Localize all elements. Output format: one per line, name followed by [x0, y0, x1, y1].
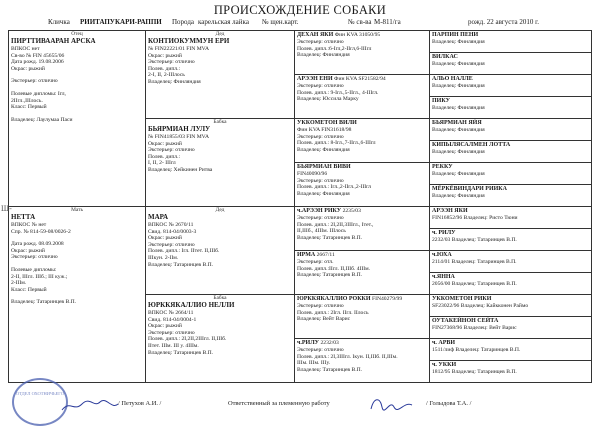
mother-name: НЕТТА — [11, 213, 36, 222]
text-line: Полев. дипл.: 2I,2II,3IIIгл., Iтет., — [297, 221, 374, 228]
dog-name: РИИТАПУКАРИ-РАППИ — [80, 18, 162, 26]
signature-left-name: / Петухов А.И. / — [118, 400, 162, 407]
text-line: Владелец: Финляндия — [297, 146, 350, 153]
responsible-label: Ответственный за племенную работу — [228, 400, 330, 407]
gg-grandparent-owner: 2232/03 Владелец: Татаринцев В.П. — [432, 237, 517, 244]
grandfather-label: Дед — [215, 207, 225, 213]
gg-grandparent-cell — [430, 251, 592, 273]
text-line: Владелец: Татаринцев В.П. — [297, 234, 363, 241]
text-line: Экстерьер: отлично — [297, 347, 344, 354]
gg-grandparent-owner: FIN16852/96 Владелец: Ристо Тюни — [432, 215, 518, 222]
mother-label: Мать — [71, 207, 83, 213]
great-grandparent-name: ч.АРЭЭН РИКУ — [297, 208, 342, 214]
text-line: Окрас: рыжий — [148, 323, 182, 330]
gg-grandparent-cell — [430, 119, 592, 141]
text-line: Экстерьер: отлично — [297, 83, 344, 90]
text-line: Полевые дипломы: — [11, 266, 57, 273]
gg-grandparent-owner: Владелец: Финляндия — [432, 105, 485, 112]
gg-grandparent-cell — [430, 229, 592, 251]
text-line: Окрас: рыжий — [148, 235, 182, 242]
text-line: Дата рожд. 08.09.2008 — [11, 241, 64, 248]
gg-grandparent-name: ч. УККИ — [432, 362, 457, 368]
text-line: Владелец: Татаринцев В.П. — [11, 299, 77, 306]
text-line: Полев. дипл.: 2I,2II,2IIIгл. II,IIIб. — [148, 336, 227, 343]
gg-grandparent-name: ч. АРВИ — [432, 340, 456, 346]
text-line: Дата рожд. 19.08.2006 — [11, 59, 64, 66]
text-line: Экстерьер: отлично — [148, 147, 195, 154]
great-grandparent-reg: FIN40279/99 — [372, 296, 403, 302]
text-line: Владелец: Юссила Марку — [297, 96, 359, 103]
text-line: Окрас: рыжий — [148, 140, 182, 147]
text-line: II,IIIб., 4IIIм. IIIлось — [297, 228, 346, 235]
text-line: 2-II, IIIгл. IIIб.; III куж.; — [11, 273, 68, 280]
gg-grandparent-name: УККОМЕТОН РИКИ — [432, 296, 492, 302]
text-line: ВПКОС № нет — [11, 221, 47, 228]
text-line: Свид. 814-04/0004-1 — [148, 316, 197, 323]
text-line: IIIкун. 2-IIм. — [148, 254, 179, 261]
great-grandparent-cell — [295, 31, 430, 75]
great-grandparent-cell — [295, 251, 430, 295]
great-grandparent-cell — [295, 119, 430, 163]
gg-grandparent-cell — [430, 141, 592, 163]
gg-grandparent-name: ПИКУ — [432, 98, 450, 104]
text-line: Окрас: рыжий — [11, 65, 45, 72]
gg-grandparent-cell — [430, 31, 592, 53]
text-line: Полевые дипломы: Iгл, — [11, 90, 66, 97]
gg-grandparent-cell — [430, 361, 592, 383]
gg-grandparent-owner: SF23022/96 Владелец: Кайкконен Раймо — [432, 303, 529, 310]
text-line: Владелец: Вейт Варис — [297, 316, 351, 323]
great-grandparent-name: АРЭЭН ЕНИ — [297, 76, 333, 82]
text-line: ВПКОС № 2670/11 — [148, 221, 194, 228]
text-line: Полев. дипл.:6-Iгл,2-IIгл,6-IIIгл — [297, 45, 372, 52]
pedigree-value: М-811/га — [374, 18, 401, 26]
gg-grandparent-name: ПАРПИН ПЕНИ — [432, 32, 479, 38]
text-line: Полев. дипл.: 9-Iгл.,5-IIгл., 4-IIIгл. — [297, 89, 379, 96]
great-grandparent-reg: Фин KVA SF21582/94 — [334, 76, 386, 82]
gg-grandparent-cell — [430, 163, 592, 185]
great-grandparent-cell — [295, 339, 430, 383]
gg-grandparent-owner: Владелец: Финляндия — [432, 61, 485, 68]
grandparent-cell — [146, 295, 295, 383]
text-line: Владелец: Хейкинен Ритва — [148, 166, 213, 173]
text-line: ВПКОС № 2664/11 — [148, 309, 194, 316]
text-line: Экстерьер: отлично — [11, 78, 58, 85]
gg-grandparent-cell — [430, 273, 592, 295]
text-line: Класс: Первый — [11, 286, 47, 293]
father-name: ПИРТТИВААРАН АРСКА — [11, 37, 96, 46]
great-grandparent-name: ИРМА — [297, 252, 316, 258]
text-line: Полев. дипл.: Iгл. IIтет. II,IIIб. — [148, 248, 220, 255]
text-line: Свид. 814-04/0003-3 — [148, 228, 197, 235]
gg-grandparent-name: ч.ЮХА — [432, 252, 452, 258]
grandparent-cell — [146, 119, 295, 207]
gg-grandparent-owner: Владелец: Финляндия — [432, 39, 485, 46]
text-line: Полев. дипл.: Iгл.,2-IIгл.,2-IIIгл — [297, 184, 371, 191]
text-line: Экстерьер: отлично — [297, 215, 344, 222]
gg-grandparent-owner: Владелец: Финляндия — [432, 171, 485, 178]
text-line: Экстерьер: отлично — [297, 177, 344, 184]
father-label: Отец — [71, 31, 83, 37]
gg-grandparent-cell — [430, 185, 592, 207]
text-line: 2-IIIм. — [11, 280, 27, 287]
text-line: Полев. дипл.: 2I,3IIIгл. Iкун. II,IIIб. II,IIIм. — [297, 353, 398, 360]
gg-grandparent-cell — [430, 97, 592, 119]
text-line: Окрас: рыжий — [11, 247, 45, 254]
birth-date: рожд. 22 августа 2010 г. — [468, 18, 539, 26]
text-line: I, II, 2- IIIгл — [148, 160, 176, 167]
text-line: № FIN22221/01 FIN MVA — [148, 45, 210, 52]
gg-grandparent-owner: Владелец: Финляндия — [432, 149, 485, 156]
grandparent-name: БЬЯРМИАН ЛУЛУ — [148, 125, 211, 134]
gg-grandparent-cell — [430, 339, 592, 361]
gg-grandparent-cell — [430, 75, 592, 97]
gg-grandparent-name: АЛЬО НАЛЛЕ — [432, 76, 473, 82]
mother-cell — [9, 207, 146, 383]
gg-grandparent-name: ч. РИЛУ — [432, 230, 456, 236]
text-line: IIтет. IIIм. III у. 4IIIм. — [148, 342, 199, 349]
text-line: Класс: Первый — [11, 104, 47, 111]
signature-right — [368, 395, 416, 413]
text-line: FIN40090/96 — [297, 171, 328, 178]
great-grandparent-cell — [295, 207, 430, 251]
great-grandparent-cell — [295, 75, 430, 119]
text-line: Полев. дипл.: — [148, 153, 181, 160]
gg-grandparent-name: ОУТАКЕЙНОН СЕЙТА — [432, 318, 499, 324]
great-grandparent-reg: Фин KVA 31050/95 — [334, 32, 381, 38]
great-grandparent-name: ч.РИЛУ — [297, 340, 320, 346]
great-grandparent-name: БЬЯРМИАН ВИВИ — [297, 164, 351, 170]
text-line: Экстерьер: отлично — [148, 241, 195, 248]
text-line: Экстерьер: отлично — [148, 329, 195, 336]
grandparent-cell — [146, 31, 295, 119]
text-line: Владелец: Татаринцев В.П. — [297, 366, 363, 373]
name-label: Кличка — [48, 18, 70, 26]
gg-grandparent-cell — [430, 295, 592, 317]
gg-grandparent-owner: FIN27368/96 Владелец: Вейт Варис — [432, 325, 517, 332]
great-grandparent-cell — [295, 163, 430, 207]
text-line: Полев. дипл.: 2Iгл. IIгл. IIлось — [297, 309, 369, 316]
gg-grandparent-owner: 1812/95 Владелец: Татаринцев В.П. — [432, 369, 517, 376]
text-line: Владелец: Финляндия — [297, 190, 350, 197]
puppycard-label: № щен.карт. — [262, 18, 299, 26]
text-line: ВПКОС нет — [11, 45, 40, 52]
great-grandparent-reg: 2667/11 — [316, 252, 335, 258]
text-line: Экстерьер: отлично — [297, 39, 344, 46]
text-line: 2-I, II, 2-IIIлось — [148, 72, 185, 79]
gg-grandparent-name: КИПЫЛЯСАЛМЕН ЛОТТА — [432, 142, 511, 148]
gg-grandparent-owner: 1511/лиф Владелец: Татаринцев В.П. — [432, 347, 521, 354]
pedigree-label: № св-ва — [348, 18, 372, 26]
text-line: № FIN41855/03 FIN MVA — [148, 133, 210, 140]
father-cell — [9, 31, 146, 207]
text-line: 2IIгл.,IIIлось. — [11, 97, 43, 104]
text-line: Полев. дипл.:IIгл. II,IIIб. 4IIIм. — [297, 265, 371, 272]
grandmother-label: Бабка — [213, 295, 227, 301]
text-line: Окрас: рыжий — [148, 52, 182, 59]
gg-grandparent-name: РЕККУ — [432, 164, 453, 170]
organization-stamp: ОТДЕЛ ОХОТНИЧЬЕГО — [12, 378, 68, 426]
gg-grandparent-cell — [430, 317, 592, 339]
gg-grandparent-cell — [430, 53, 592, 75]
grandparent-name: МАРА — [148, 213, 169, 222]
gg-grandparent-cell — [430, 207, 592, 229]
text-line: Экстерьер: отлично — [297, 303, 344, 310]
great-grandparent-cell — [295, 295, 430, 339]
grandfather-label: Дед — [215, 31, 225, 37]
grandparent-name: ЮРККЯКАЛЛИО НЕЛЛИ — [148, 301, 235, 310]
gg-grandparent-owner: Владелец: Финляндия — [432, 127, 485, 134]
text-line: Спр. № 814-59-08/0026-2 — [11, 228, 71, 235]
text-line: Владелец: Татаринцев В.П. — [148, 349, 214, 356]
text-line: Экстерьер: отл. — [297, 259, 334, 266]
great-grandparent-name: УККОМЕТОН ВИЛИ — [297, 120, 357, 126]
text-line: Экстерьер: отлично — [11, 254, 58, 261]
text-line: Владелец: Татаринцев В.П. — [148, 261, 214, 268]
gg-grandparent-owner: 2114/01 Владелец: Татаринцев В.П. — [432, 259, 517, 266]
margin-mark: Ш- — [1, 204, 12, 213]
great-grandparent-reg: 2235/03 — [342, 208, 361, 214]
great-grandparent-reg: 2232/03 — [320, 340, 339, 346]
text-line: Владелец: Финляндия — [297, 52, 350, 59]
text-line: Фин KVA FIN31618/98 — [297, 127, 352, 134]
great-grandparent-name: ДЕХАН ЯКИ — [297, 32, 334, 38]
grandparent-name: КОНТИОКУММУН ЕРИ — [148, 37, 230, 46]
text-line: Св-во № FIN 45655/06 — [11, 52, 65, 59]
pedigree-table — [8, 30, 592, 383]
gg-grandparent-owner: 2056/00 Владелец: Татаринцев В.П. — [432, 281, 517, 288]
gg-grandparent-name: ч.ЯННА — [432, 274, 455, 280]
gg-grandparent-name: АРЭЭН ЯКИ — [432, 208, 468, 214]
gg-grandparent-name: ВИЛКАС — [432, 54, 458, 60]
great-grandparent-name: ЮРККЯКАЛЛИО РОККИ — [297, 296, 371, 302]
gg-grandparent-name: БЬЯРМИАН ЯЙЯ — [432, 120, 482, 126]
breed-value: карельская лайка — [198, 18, 249, 26]
text-line: IIIм. IIIм. IIIу. — [297, 360, 331, 367]
text-line: Полев. дипл.: 8-Iгл.,7-IIгл.,6-IIIгл — [297, 140, 376, 147]
signature-left — [60, 398, 120, 414]
signature-right-name: / Голыдова Т.А. / — [426, 400, 472, 407]
grandmother-label: Бабка — [213, 119, 227, 125]
text-line: Владелец: Лаулумаа Паси — [11, 116, 73, 123]
grandparent-cell — [146, 207, 295, 295]
gg-grandparent-owner: Владелец: Финляндия — [432, 83, 485, 90]
gg-grandparent-owner: Владелец: Финляндия — [432, 193, 485, 200]
text-line: Полев. дипл.: — [148, 65, 181, 72]
gg-grandparent-name: МЁРКЁВИНДАРИ РИИКА — [432, 186, 507, 192]
text-line: Владелец: Финляндия — [148, 78, 201, 85]
text-line: Экстерьер: отлично — [297, 133, 344, 140]
document-title: ПРОИСХОЖДЕНИЕ СОБАКИ — [213, 3, 387, 17]
breed-label: Порода — [172, 18, 195, 26]
text-line: Владелец: Татаринцев В.П. — [297, 272, 363, 279]
text-line: Экстерьер: отлично — [148, 59, 195, 66]
